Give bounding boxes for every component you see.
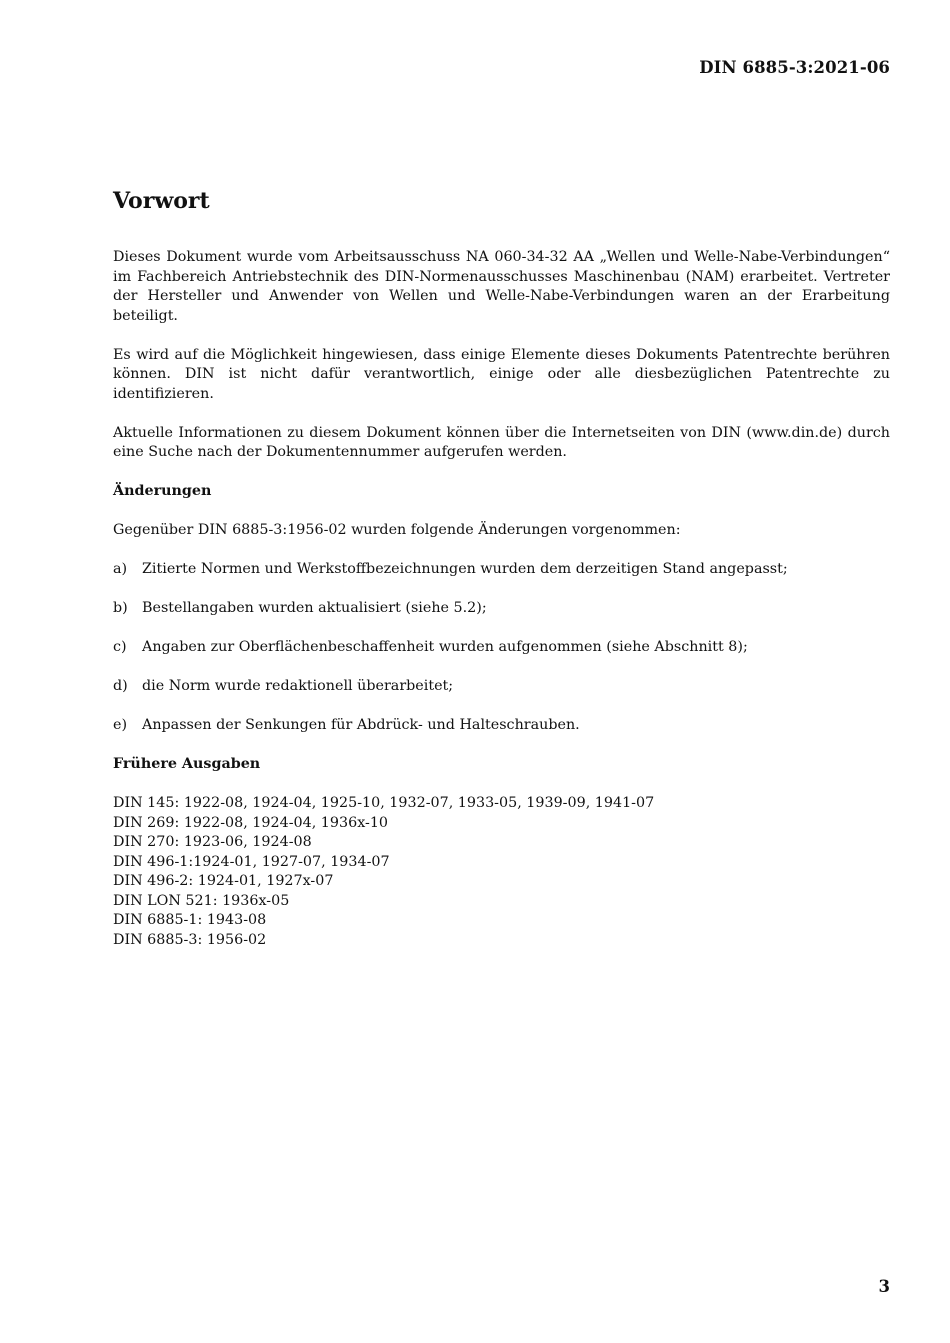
edition-line: DIN 496-2: 1924-01, 1927x-07 bbox=[113, 873, 334, 889]
edition-line: DIN LON 521: 1936x-05 bbox=[113, 892, 290, 909]
list-item-text: Bestellangaben wurden aktualisiert (siehe 5.2); bbox=[142, 600, 487, 616]
list-item bbox=[113, 677, 890, 697]
list-marker: a) bbox=[113, 561, 128, 577]
edition-line: DIN 145: 1922-08, 1924-04, 1925-10, 1932-07, 1933-05, 1939-09, 1941-07 bbox=[113, 795, 655, 811]
changes-heading: Änderungen bbox=[113, 483, 212, 499]
list-marker: c) bbox=[113, 639, 127, 655]
edition-line: DIN 270: 1923-06, 1924-08 bbox=[113, 834, 312, 850]
list-item bbox=[113, 716, 890, 736]
changes-list bbox=[113, 560, 890, 736]
list-item-text: Angaben zur Oberflächenbeschaffenheit wurden aufgenommen (siehe Abschnitt 8); bbox=[142, 639, 748, 655]
list-item-text: Anpassen der Senkungen für Abdrück- und Halteschrauben. bbox=[142, 717, 580, 733]
list-item-text: Zitierte Normen und Werkstoffbezeichnungen wurden dem derzeitigen Stand angepasst; bbox=[142, 561, 788, 577]
list-item-text: die Norm wurde redaktionell überarbeitet; bbox=[142, 678, 454, 694]
edition-line: DIN 269: 1922-08, 1924-04, 1936x-10 bbox=[113, 814, 389, 831]
page-number: 3 bbox=[878, 1277, 890, 1296]
edition-line: DIN 496-1:1924-01, 1927-07, 1934-07 bbox=[113, 853, 390, 870]
edition-line: DIN 6885-1: 1943-08 bbox=[113, 912, 267, 928]
previous-editions-heading: Frühere Ausgaben bbox=[113, 756, 261, 772]
list-marker: d) bbox=[113, 678, 128, 694]
list-marker: e) bbox=[113, 717, 128, 733]
changes-intro: Gegenüber DIN 6885-3:1956-02 wurden folgende Änderungen vorgenommen: bbox=[113, 522, 681, 538]
foreword-paragraph-3: Aktuelle Informationen zu diesem Dokument können über die Internetseiten von DIN (www.din.de) durch eine Suche nach der Dokumentennummer aufgerufen werden. bbox=[113, 424, 890, 460]
list-item bbox=[113, 638, 890, 658]
foreword-paragraph-2: Es wird auf die Möglichkeit hingewiesen, dass einige Elemente dieses Dokuments Patentrechte berühren können. DIN ist nicht dafür verantwortlich, einige oder alle diesbezüglichen Patentrechte zu identifizieren. bbox=[113, 346, 890, 402]
edition-line: DIN 6885-3: 1956-02 bbox=[113, 931, 267, 948]
list-item bbox=[113, 599, 890, 619]
previous-editions-list bbox=[113, 794, 890, 950]
document-code: DIN 6885-3:2021-06 bbox=[699, 58, 890, 77]
foreword-paragraph-1: Dieses Dokument wurde vom Arbeitsausschuss NA 060-34-32 AA „Wellen und Welle-Nabe-Verbindungen“ im Fachbereich Antriebstechnik des DIN-Normenausschusses Maschinenbau (NAM) erarbeitet. Vertreter der Hersteller und Anwender von Wellen und Welle-Nabe-Verbindungen waren an der Erarbeitung beteiligt. bbox=[113, 249, 890, 324]
page-title: Vorwort bbox=[113, 188, 210, 214]
list-marker: b) bbox=[113, 600, 128, 616]
page-content bbox=[113, 186, 890, 950]
list-item bbox=[113, 560, 890, 580]
